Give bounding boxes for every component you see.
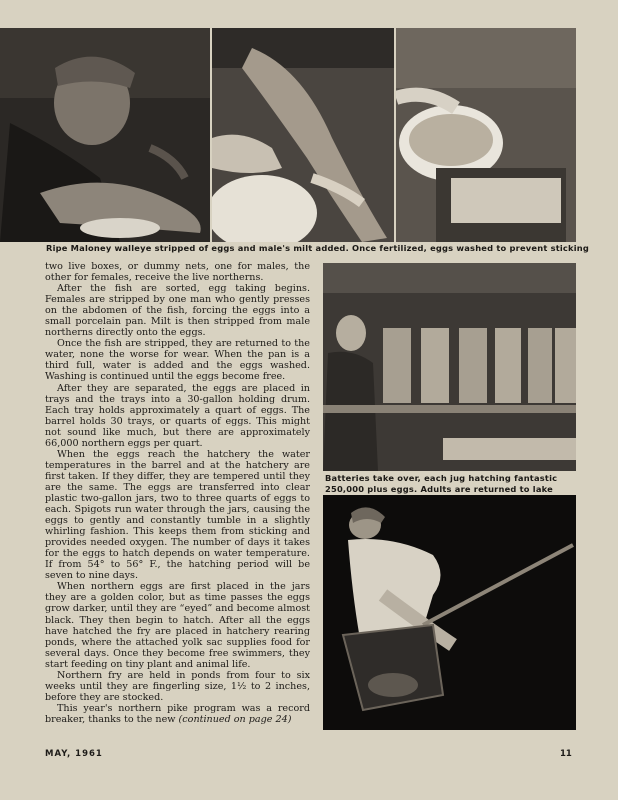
body-paragraph: After the fish are sorted, egg taking begins. Females are stripped by one man who gently presses on the abdomen of the fish, forcing the eggs into a small porcelain pan. Milt is then stripped from male northerns directly onto the eggs. <box>45 283 310 339</box>
page-number: 11 <box>560 749 572 759</box>
continued-note: (continued on page 24) <box>178 713 292 725</box>
photo-hatching-jugs <box>323 263 576 471</box>
photo-eggs-washed <box>396 28 576 242</box>
body-paragraph: When northern eggs are first placed in the jars they are a golden color, but as time passes the eggs grow darker, until they are “eyed” and become almost black. They then begin to hatch. After all the eggs have hatched the fry are placed in hatchery rearing ponds, where the attached yolk sac supplies food for several days. Once they become free swimmers, they start feeding on tiny plant and animal life. <box>45 581 310 670</box>
body-paragraph: When the eggs reach the hatchery the water temperatures in the barrel and at the hatchery are first taken. If they differ, they are tempered until they are the same. The eggs are transferred into clear plastic two-gallon jars, two to three quarts of eggs to each. Spigots run water through the jars, causing the eggs to gently and constantly tumble in a slightly whirling fashion. This keeps them from sticking and provides needed oxygen. The number of days it takes for the eggs to hatch depends on water temperature. If from 54° to 56° F., the hatching period will be seven to nine days. <box>45 448 310 582</box>
body-paragraph-last <box>45 703 310 725</box>
photo-fry-net <box>323 495 576 730</box>
photo-caption-jugs: Batteries take over, each jug hatching fantastic 250,000 plus eggs. Adults are returned to lake <box>325 473 558 494</box>
photo-milt-added <box>212 28 394 242</box>
body-paragraph: After they are separated, the eggs are placed in trays and the trays into a 30-gallon holding drum. Each tray holds approximately a quart of eggs. The barrel holds 30 trays, or quarts of eggs. This might not sound like much, but there are approximately 66,000 northern eggs per quart. <box>45 382 310 449</box>
body-paragraph: Northern fry are held in ponds from four to six weeks until they are fingerling size, 1½ to 2 inches, before they are stocked. <box>45 669 310 703</box>
photo-walleye-held <box>0 28 210 242</box>
body-paragraph: Once the fish are stripped, they are returned to the water, none the worse for wear. When the pan is a third full, water is added and the eggs washed. Washing is continued until the eggs become free. <box>45 338 310 383</box>
photo-caption-top: Ripe Maloney walleye stripped of eggs and male's milt added. Once fertilized, eggs washed to prevent sticking <box>46 243 590 253</box>
issue-date: MAY, 1961 <box>45 749 103 759</box>
article-body <box>45 261 310 725</box>
body-last-text: This year's northern pike program was a record breaker, thanks to the new <box>45 702 310 725</box>
body-paragraph: two live boxes, or dummy nets, one for males, the other for females, receive the live northerns. <box>45 261 310 284</box>
